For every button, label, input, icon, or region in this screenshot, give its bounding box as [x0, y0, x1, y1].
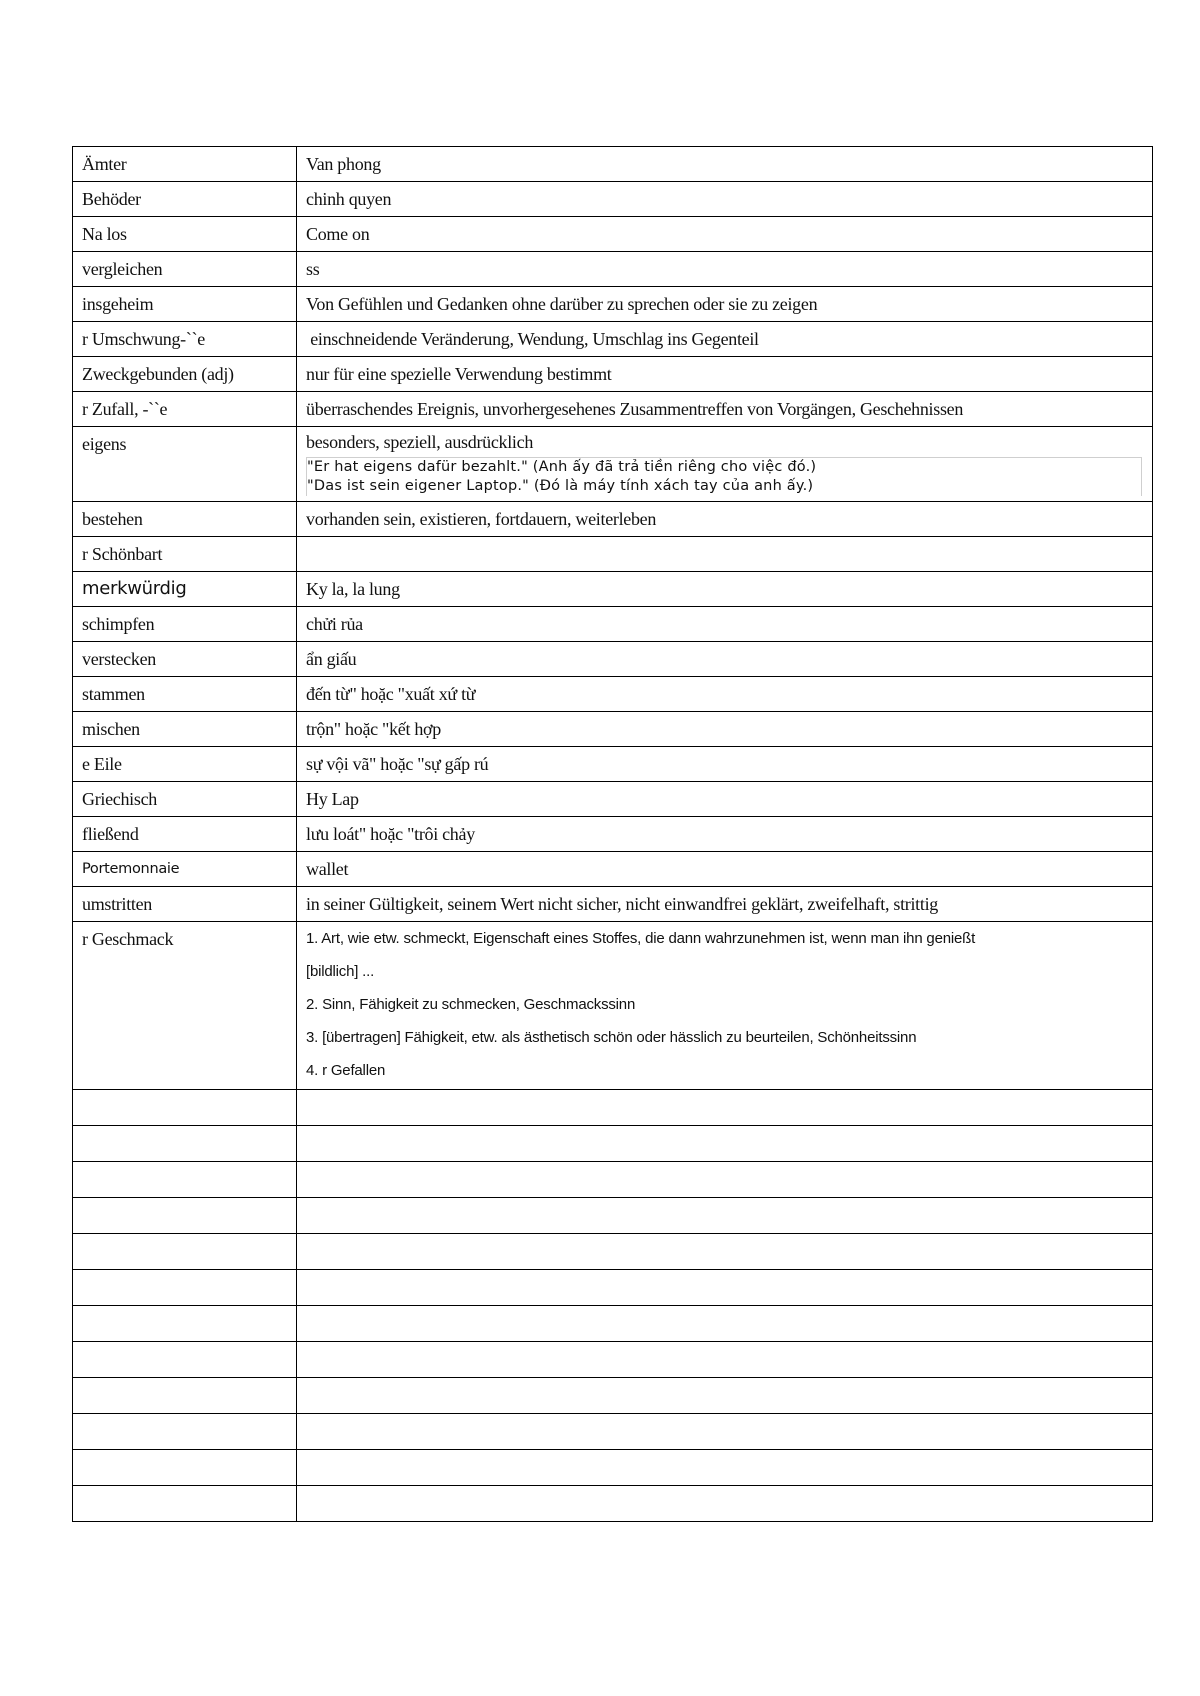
sense-item: [bildlich] ...	[306, 963, 375, 980]
empty-cell	[73, 1414, 297, 1450]
table-row	[73, 607, 1153, 642]
term-cell: Ämter	[73, 147, 297, 182]
empty-cell	[73, 1162, 297, 1198]
empty-row	[73, 1198, 1153, 1234]
meaning-cell: ss	[297, 252, 1153, 287]
meaning-cell: đến từ" hoặc "xuất xứ từ	[297, 677, 1153, 712]
empty-row	[73, 1162, 1153, 1198]
term-cell: Griechisch	[73, 782, 297, 817]
empty-cell	[73, 1270, 297, 1306]
term-cell: schimpfen	[73, 607, 297, 642]
sense-item: 1. Art, wie etw. schmeckt, Eigenschaft eines Stoffes, die dann wahrzunehmen ist, wenn man ihn genießt	[306, 930, 976, 947]
empty-cell	[297, 1270, 1153, 1306]
empty-row	[73, 1378, 1153, 1414]
table-row	[73, 502, 1153, 537]
empty-cell	[297, 1090, 1153, 1126]
empty-cell	[73, 1234, 297, 1270]
table-row	[73, 287, 1153, 322]
term-cell: Na los	[73, 217, 297, 252]
empty-cell	[297, 1378, 1153, 1414]
meaning-cell: Come on	[297, 217, 1153, 252]
table-row	[73, 922, 1153, 1090]
meaning-cell: chửi rủa	[297, 607, 1153, 642]
meaning-cell: einschneidende Veränderung, Wendung, Umschlag ins Gegenteil	[297, 322, 1153, 357]
term-cell: bestehen	[73, 502, 297, 537]
empty-row	[73, 1234, 1153, 1270]
term-cell: mischen	[73, 712, 297, 747]
empty-cell	[73, 1090, 297, 1126]
table-row	[73, 147, 1153, 182]
example-sentence: "Er hat eigens dafür bezahlt." (Anh ấy đã trả tiền riêng cho việc đó.)	[307, 459, 817, 475]
table-row	[73, 852, 1153, 887]
term-cell: r Geschmack	[73, 922, 297, 1090]
table-row	[73, 747, 1153, 782]
term-cell: Zweckgebunden (adj)	[73, 357, 297, 392]
meaning-cell	[297, 922, 1153, 1090]
sense-item: 3. [übertragen] Fähigkeit, etw. als ästhetisch schön oder hässlich zu beurteilen, Schönheitssinn	[306, 1029, 917, 1046]
vocabulary-table	[72, 146, 1153, 1522]
meaning-cell	[297, 427, 1153, 502]
empty-cell	[297, 1162, 1153, 1198]
empty-row	[73, 1306, 1153, 1342]
empty-cell	[297, 1306, 1153, 1342]
example-box	[306, 457, 1142, 496]
empty-row	[73, 1450, 1153, 1486]
table-row	[73, 642, 1153, 677]
empty-row	[73, 1090, 1153, 1126]
example-sentence: "Das ist sein eigener Laptop." (Đó là máy tính xách tay của anh ấy.)	[307, 478, 814, 494]
term-cell: stammen	[73, 677, 297, 712]
meaning-cell: wallet	[297, 852, 1153, 887]
table-row	[73, 887, 1153, 922]
empty-row	[73, 1342, 1153, 1378]
document-page	[72, 146, 1152, 1522]
empty-row	[73, 1270, 1153, 1306]
table-row	[73, 182, 1153, 217]
table-row	[73, 357, 1153, 392]
term-cell: r Schönbart	[73, 537, 297, 572]
meaning-cell: trộn" hoặc "kết hợp	[297, 712, 1153, 747]
table-row	[73, 712, 1153, 747]
table-row	[73, 217, 1153, 252]
empty-cell	[297, 1414, 1153, 1450]
empty-cell	[73, 1378, 297, 1414]
meaning-cell: Ky la, la lung	[297, 572, 1153, 607]
term-cell: merkwürdig	[73, 572, 297, 607]
meaning-cell: ẩn giấu	[297, 642, 1153, 677]
empty-cell	[297, 1486, 1153, 1522]
sense-item: 2. Sinn, Fähigkeit zu schmecken, Geschmackssinn	[306, 996, 636, 1013]
term-cell: insgeheim	[73, 287, 297, 322]
empty-row	[73, 1414, 1153, 1450]
meaning-cell: überraschendes Ereignis, unvorhergesehenes Zusammentreffen von Vorgängen, Geschehnissen	[297, 392, 1153, 427]
empty-cell	[297, 1126, 1153, 1162]
meaning-cell	[297, 537, 1153, 572]
table-row	[73, 817, 1153, 852]
table-row	[73, 572, 1153, 607]
term-cell: fließend	[73, 817, 297, 852]
term-cell: umstritten	[73, 887, 297, 922]
table-row	[73, 252, 1153, 287]
table-row	[73, 782, 1153, 817]
table-row	[73, 677, 1153, 712]
meaning-cell: nur für eine spezielle Verwendung bestimmt	[297, 357, 1153, 392]
empty-cell	[297, 1342, 1153, 1378]
meaning-text: besonders, speziell, ausdrücklich	[306, 432, 534, 452]
term-cell: Portemonnaie	[73, 852, 297, 887]
empty-cell	[73, 1450, 297, 1486]
empty-cell	[297, 1450, 1153, 1486]
empty-cell	[73, 1342, 297, 1378]
meaning-cell: vorhanden sein, existieren, fortdauern, weiterleben	[297, 502, 1153, 537]
empty-row	[73, 1126, 1153, 1162]
table-row	[73, 392, 1153, 427]
sense-item: 4. r Gefallen	[306, 1062, 386, 1079]
term-cell: Behöder	[73, 182, 297, 217]
term-cell: vergleichen	[73, 252, 297, 287]
table-row	[73, 537, 1153, 572]
table-row	[73, 322, 1153, 357]
meaning-cell: sự vội vã" hoặc "sự gấp rú	[297, 747, 1153, 782]
term-cell: verstecken	[73, 642, 297, 677]
empty-cell	[297, 1234, 1153, 1270]
meaning-cell: lưu loát" hoặc "trôi chảy	[297, 817, 1153, 852]
empty-cell	[73, 1126, 297, 1162]
term-cell: r Zufall, -``e	[73, 392, 297, 427]
term-cell: e Eile	[73, 747, 297, 782]
empty-cell	[73, 1486, 297, 1522]
meaning-cell: Von Gefühlen und Gedanken ohne darüber zu sprechen oder sie zu zeigen	[297, 287, 1153, 322]
term-cell: eigens	[73, 427, 297, 502]
term-cell: r Umschwung-``e	[73, 322, 297, 357]
empty-cell	[73, 1306, 297, 1342]
table-row	[73, 427, 1153, 502]
meaning-cell: Hy Lap	[297, 782, 1153, 817]
empty-cell	[297, 1198, 1153, 1234]
meaning-cell: chinh quyen	[297, 182, 1153, 217]
empty-cell	[73, 1198, 297, 1234]
empty-row	[73, 1486, 1153, 1522]
meaning-cell: in seiner Gültigkeit, seinem Wert nicht sicher, nicht einwandfrei geklärt, zweifelhaft, strittig	[297, 887, 1153, 922]
meaning-cell: Van phong	[297, 147, 1153, 182]
